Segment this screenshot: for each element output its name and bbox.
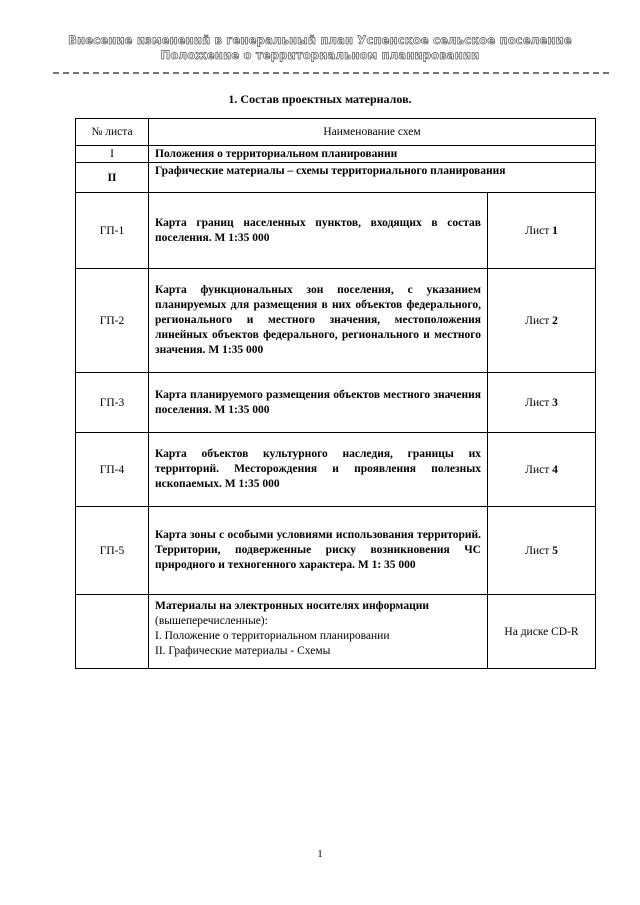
row-sheet [488,507,596,595]
row-name: Карта зоны с особыми условиями использования территорий. Территории, подверженные риску возникновения ЧС природного и техногенного характера. М 1: 35 000 [149,507,488,595]
sheet-number: 2 [552,314,558,327]
column-header-sheet-number: № листа [76,119,149,146]
sheet-number: 3 [552,396,558,409]
row-number: I [76,146,149,163]
row-sheet [488,373,596,433]
row-sheet [488,269,596,373]
row-sheet [488,193,596,269]
sheet-number: 5 [552,544,558,557]
electronic-materials-line: II. Графические материалы - Схемы [155,645,331,657]
row-number: ГП-3 [76,373,149,433]
row-sheet [488,433,596,507]
column-header-scheme-name: Наименование схем [149,119,596,146]
table-row [76,269,596,373]
page-number: 1 [317,848,323,860]
document-header-subtitle: Положение о территориальном планировании [160,48,480,62]
row-name: Положения о территориальном планировании [149,146,596,163]
row-name: Карта функциональных зон поселения, с указанием планируемых для размещения в них объектов федерального, регионального и местного значения, местоположения линейных объектов федерального, регионального и местного значения. М 1:35 000 [149,269,488,373]
sheet-label: Лист [525,396,550,409]
table-row [76,146,596,163]
table-row [76,507,596,595]
row-number: II [76,163,149,193]
table-header-row [76,119,596,146]
row-name: Графические материалы – схемы территориального планирования [149,163,596,193]
materials-table [75,118,596,669]
sheet-label: Лист [525,314,550,327]
table-row [76,193,596,269]
row-number: ГП-4 [76,433,149,507]
section-title: 1. Состав проектных материалов. [228,92,412,106]
electronic-materials-line: (вышеперечисленные): [155,615,268,627]
document-header-title: Внесение изменений в генеральный план Успенское сельское поселение [68,33,572,47]
row-number: ГП-1 [76,193,149,269]
table-row [76,373,596,433]
row-sheet: На диске CD-R [488,595,596,669]
electronic-materials-line: I. Положение о территориальном планировании [155,630,390,642]
table-row [76,433,596,507]
sheet-label: Лист [525,463,550,476]
row-name: Карта границ населенных пунктов, входящих в состав поселения. М 1:35 000 [149,193,488,269]
row-name: Карта объектов культурного наследия, границы их территорий. Месторождения и проявления полезных ископаемых. М 1:35 000 [149,433,488,507]
row-number [76,595,149,669]
header-divider [53,72,609,74]
row-name [149,595,488,669]
row-number: ГП-2 [76,269,149,373]
sheet-label: Лист [525,544,550,557]
sheet-number: 1 [552,224,558,237]
row-name: Карта планируемого размещения объектов местного значения поселения. М 1:35 000 [149,373,488,433]
sheet-number: 4 [552,463,558,476]
sheet-label: Лист [525,224,550,237]
electronic-materials-title: Материалы на электронных носителях информации [155,600,429,612]
table-row [76,163,596,193]
row-number: ГП-5 [76,507,149,595]
table-row [76,595,596,669]
